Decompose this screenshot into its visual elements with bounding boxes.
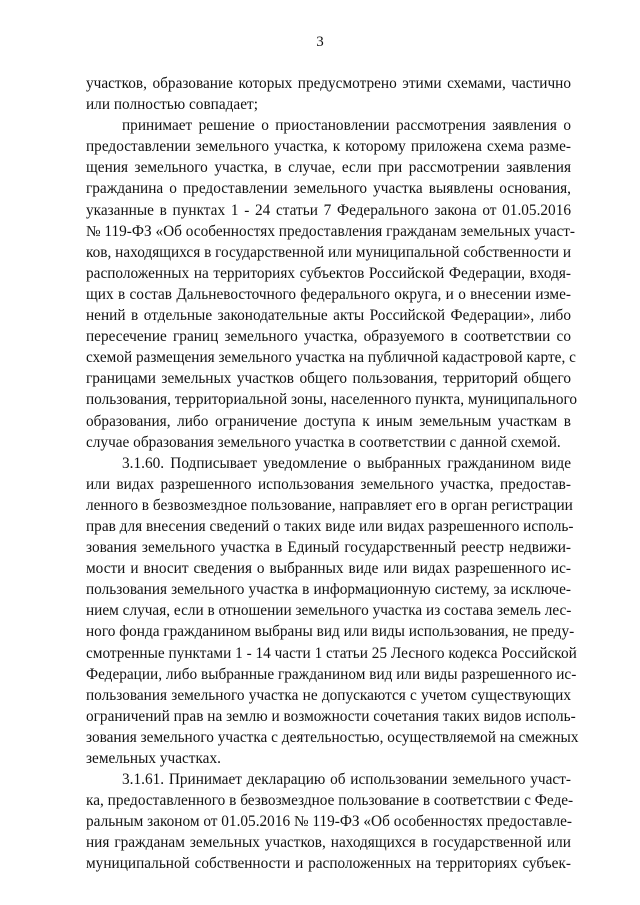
text-line: пересечение границ земельного участка, образуемого в соответствии со <box>86 328 571 346</box>
text-line: щения земельного участка, в случае, если при рассмотрении заявления <box>86 159 571 177</box>
text-line: пользования земельного участка не допускаются с учетом существующих <box>86 686 571 704</box>
text-line: муниципальной собственности и расположенных на территориях субъек- <box>86 855 571 873</box>
page-number: 3 <box>316 34 324 50</box>
text-line: ков, находящихся в государственной или муниципальной собственности и <box>86 243 572 261</box>
text-line: Федерации, либо выбранные гражданином вид или виды разрешенного ис- <box>86 665 577 683</box>
text-line: принимает решение о приостановлении рассмотрения заявления о <box>122 117 571 135</box>
text-line: смотренные пунктами 1 - 14 части 1 статьи 25 Лесного кодекса Российской <box>86 644 577 662</box>
text-line: схемой размещения земельного участка на публичной кадастровой карте, с <box>86 349 576 367</box>
text-line: расположенных на территориях субъектов Российской Федерации, входя- <box>86 264 571 282</box>
text-line: щих в состав Дальневосточного федерального округа, и о внесении изме- <box>86 285 571 303</box>
text-line: ния гражданам земельных участков, находящихся в государственной или <box>86 834 571 852</box>
text-line: указанные в пунктах 1 - 24 статьи 7 Федерального закона от 01.05.2016 <box>86 201 571 219</box>
text-line: ленного в безвозмездное пользование, направляет его в орган регистрации <box>86 496 573 514</box>
text-line: № 119-ФЗ «Об особенностях предоставления гражданам земельных участ- <box>86 222 576 240</box>
text-line: пользования земельного участка в информационную систему, за исключе- <box>86 581 571 599</box>
text-line: предоставлении земельного участка, к которому приложена схема разме- <box>86 138 571 156</box>
text-line: случае образования земельного участка в соответствии с данной схемой. <box>86 433 561 451</box>
text-line: ка, предоставленного в безвозмездное пользование в соответствии с Феде- <box>86 792 574 810</box>
text-line: ральным законом от 01.05.2016 № 119-ФЗ «Об особенностях предоставле- <box>86 813 572 831</box>
text-line: образования, либо ограничение доступа к иным земельным участкам в <box>86 412 571 430</box>
text-line: границами земельных участков общего пользования, территорий общего <box>86 370 571 388</box>
text-line: нием случая, если в отношении земельного участка из состава земель лес- <box>86 602 572 620</box>
text-line: участков, образование которых предусмотрено этими схемами, частично <box>86 75 571 92</box>
text-line: гражданина о предоставлении земельного участка выявлены основания, <box>86 180 571 198</box>
text-line: земельных участках. <box>86 750 221 767</box>
text-line: или полностью совпадает; <box>86 96 258 114</box>
text-line: нений в отдельные законодательные акты Российской Федерации», либо <box>86 307 571 325</box>
text-line: мости и вносит сведения о выбранных виде или видах разрешенного ис- <box>86 560 571 578</box>
text-line: зования земельного участка в Единый государственный реестр недвижи- <box>86 539 571 557</box>
text-line: пользования, территориальной зоны, населенного пункта, муниципального <box>86 391 578 409</box>
text-line: или видах разрешенного использования земельного участка, предостав- <box>86 475 571 493</box>
text-line: прав для внесения сведений о таких виде или видах разрешенного исполь- <box>86 517 574 535</box>
text-line: 3.1.60. Подписывает уведомление о выбранных гражданином виде <box>122 454 571 472</box>
document-body <box>86 73 579 875</box>
text-line: 3.1.61. Принимает декларацию об использовании земельного участ- <box>122 771 571 789</box>
text-line: ного фонда гражданином выбраны вид или виды использования, не преду- <box>86 623 575 641</box>
text-line: зования земельного участка с деятельностью, осуществляемой на смежных <box>86 728 579 746</box>
text-line: ограничений прав на землю и возможности сочетания таких видов исполь- <box>86 707 576 725</box>
